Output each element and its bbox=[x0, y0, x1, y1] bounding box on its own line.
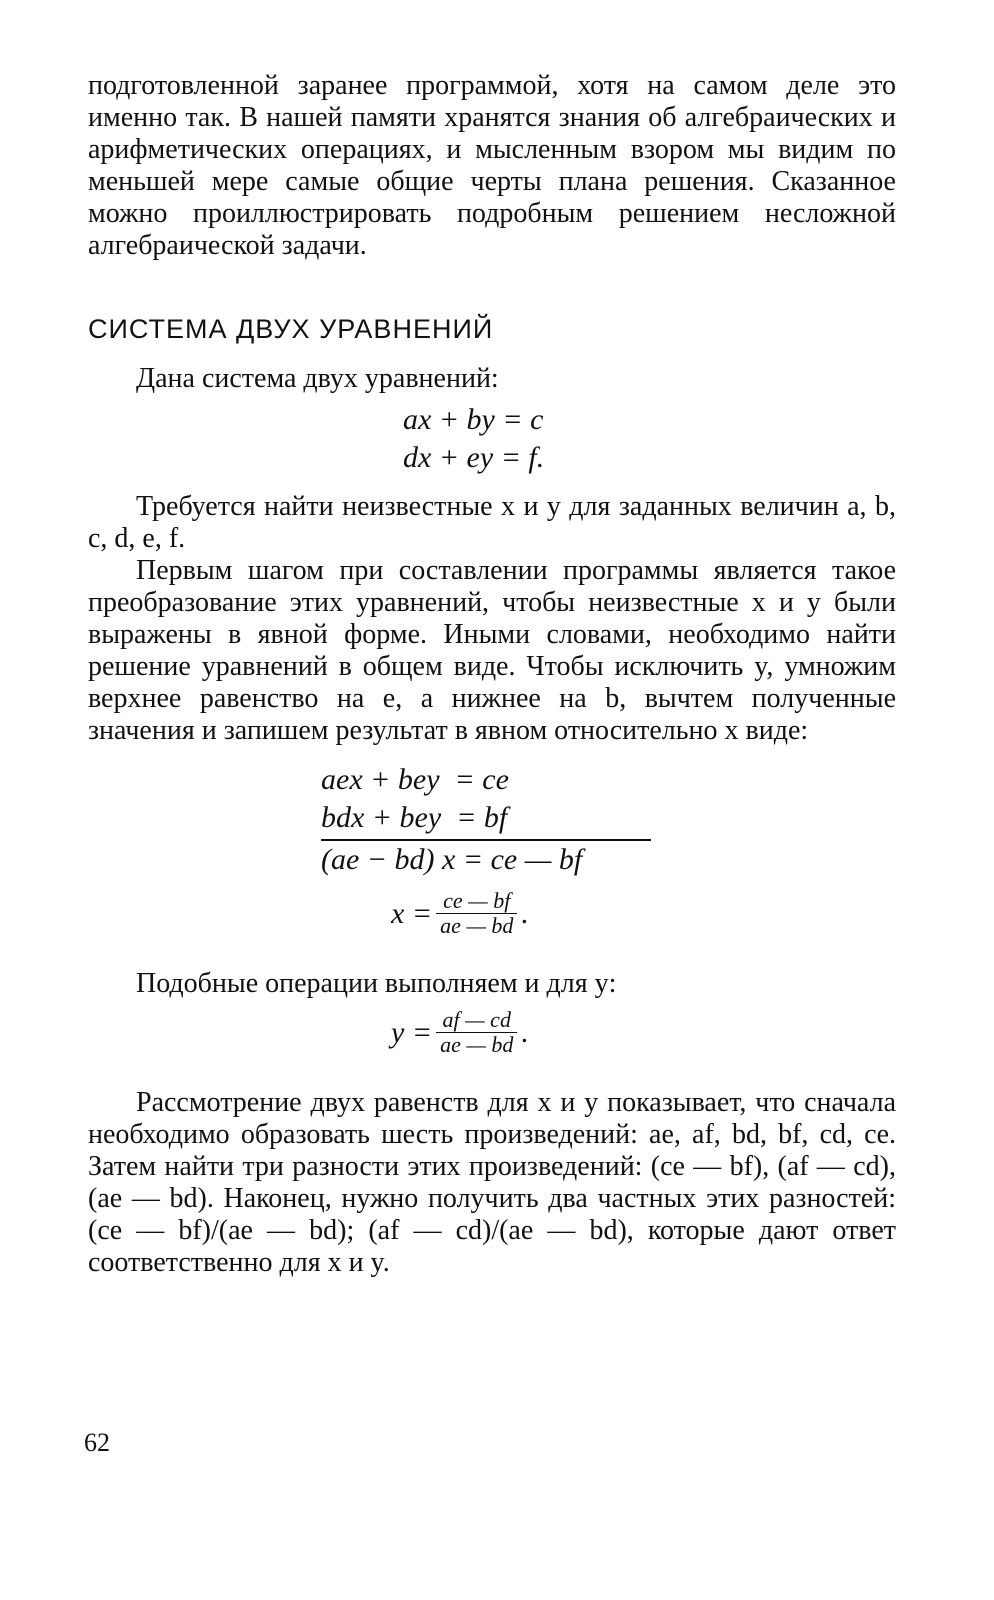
paragraph-task: Требуется найти неизвестные x и y для заданных величин a, b, c, d, e, f. bbox=[88, 491, 896, 554]
paragraph-intro: подготовленной заранее программой, хотя на самом деле это именно так. В нашей памяти хранятся знания об алгебраических и арифметических операциях, и мысленным взором мы видим по меньшей мере самые общие черты плана решения. Сказанное можно проиллюстрировать подробным решением несложной алгебраической задачи. bbox=[88, 70, 896, 261]
equation-system bbox=[403, 401, 896, 477]
x-denominator: ae — bd bbox=[436, 913, 517, 938]
system-intro: Дана система двух уравнений: bbox=[136, 363, 499, 394]
x-formula-lhs: x = bbox=[391, 896, 433, 930]
section-heading: СИСТЕМА ДВУХ УРАВНЕНИЙ bbox=[88, 314, 494, 344]
page-number: 62 bbox=[84, 1428, 110, 1457]
y-denominator: ae — bd bbox=[436, 1032, 517, 1057]
y-formula bbox=[391, 1008, 896, 1057]
paragraph-y: Подобные операции выполняем и для y: bbox=[136, 968, 617, 999]
x-numerator: ce — bf bbox=[443, 888, 511, 913]
x-fraction bbox=[436, 889, 517, 938]
paragraph-method: Первым шагом при составлении программы является такое преобразование этих уравнений, чтобы неизвестные x и y были выражены в явной форме. Иными словами, необходимо найти решение уравнений в общем виде. Чтобы исключить y, умножим верхнее равенство на e, а нижнее на b, вычтем полученные значения и запишем результат в явном относительно x виде: bbox=[88, 555, 896, 746]
elimination-result: (ae − bd) x = ce — bf bbox=[321, 843, 583, 876]
y-numerator: af — cd bbox=[442, 1007, 511, 1032]
elimination-line-2: bdx + bey = bf bbox=[321, 801, 508, 834]
elimination-block bbox=[321, 761, 651, 938]
equation-2: dx + ey = f. bbox=[403, 441, 545, 474]
elimination-line-1: aex + bey = ce bbox=[321, 763, 509, 796]
y-fraction bbox=[436, 1008, 517, 1057]
page-content bbox=[88, 70, 896, 1279]
x-formula bbox=[391, 889, 651, 938]
paragraph-conclusion: Рассмотрение двух равенств для x и y показывает, что сначала необходимо образовать шесть произведений: ae, af, bd, bf, cd, ce. Затем найти три разности этих произведений: (ce — bf), (af — cd), (ae — bd). Наконец, нужно получить два частных этих разностей: (ce — bf)/(ae — bd); (af — cd)/(ae — bd), которые дают ответ соответственно для x и y. bbox=[88, 1087, 896, 1278]
y-formula-lhs: y = bbox=[391, 1015, 433, 1049]
equation-1: ax + by = c bbox=[403, 403, 544, 436]
x-formula-end: . bbox=[521, 896, 529, 930]
y-formula-end: . bbox=[521, 1015, 529, 1049]
